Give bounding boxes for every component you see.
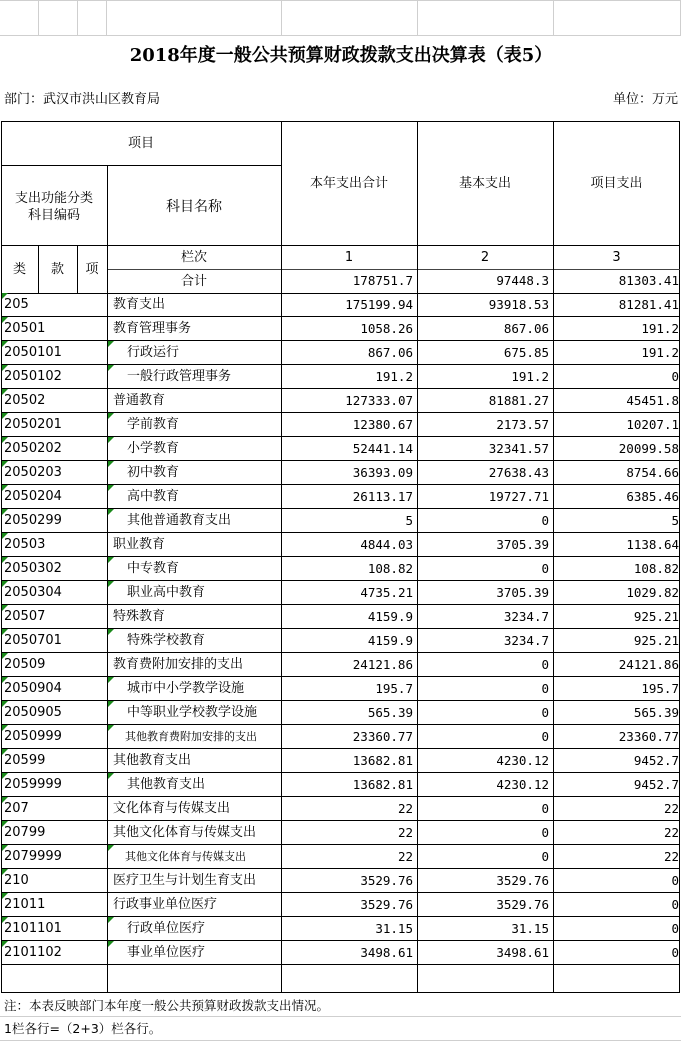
row-value-3: 22 <box>663 825 679 840</box>
row-code: 2050204 <box>4 489 62 504</box>
table-row <box>1 677 680 701</box>
row-value-1: 52441.14 <box>352 441 413 456</box>
row-value-2: 81881.27 <box>488 393 549 408</box>
row-value-3: 191.2 <box>641 321 679 336</box>
row-value-3: 108.82 <box>633 561 679 576</box>
cell-marker-icon <box>108 725 114 731</box>
cell-marker-icon <box>108 773 114 779</box>
row-value-2: 867.06 <box>503 321 549 336</box>
row-subject-name: 其他文化体育与传媒支出 <box>125 850 246 863</box>
row-subject-name: 高中教育 <box>127 489 180 504</box>
cell-marker-icon <box>2 533 8 539</box>
row-value-2: 27638.43 <box>488 465 549 480</box>
cell-marker-icon <box>2 365 8 371</box>
table-row <box>1 293 680 317</box>
row-value-2: 2173.57 <box>496 417 549 432</box>
row-value-2: 93918.53 <box>488 297 549 312</box>
row-value-2: 0 <box>541 801 549 816</box>
row-code: 20509 <box>4 657 46 672</box>
row-value-3: 9452.7 <box>633 777 679 792</box>
cell-marker-icon <box>2 749 8 755</box>
row-value-2: 3705.39 <box>496 585 549 600</box>
row-value-3: 1138.64 <box>626 537 679 552</box>
row-code: 207 <box>4 801 29 816</box>
cell-marker-icon <box>2 893 8 899</box>
header-basic-expenditure: 基本支出 <box>458 175 511 191</box>
row-value-2: 0 <box>541 729 549 744</box>
row-code: 20502 <box>4 393 46 408</box>
row-code: 2050202 <box>4 441 62 456</box>
row-code: 20799 <box>4 825 46 840</box>
row-value-1: 4159.9 <box>367 609 413 624</box>
row-code: 20507 <box>4 609 46 624</box>
row-value-3: 5 <box>671 513 679 528</box>
table-row <box>1 605 680 629</box>
cell-marker-icon <box>2 629 8 635</box>
row-value-1: 22 <box>397 825 413 840</box>
cell-marker-icon <box>2 509 8 515</box>
cell-marker-icon <box>2 773 8 779</box>
table-row <box>1 461 680 485</box>
row-value-2: 3529.76 <box>496 897 549 912</box>
row-value-1: 3529.76 <box>360 873 413 888</box>
department-label: 部门：武汉市洪山区教育局 <box>4 92 161 107</box>
row-value-1: 3498.61 <box>360 945 413 960</box>
row-subject-name: 学前教育 <box>127 417 180 432</box>
row-code: 2050999 <box>4 729 62 744</box>
row-value-2: 3705.39 <box>496 537 549 552</box>
table-row <box>1 533 680 557</box>
row-value-1: 1058.26 <box>360 321 413 336</box>
row-value-1: 195.7 <box>375 681 413 696</box>
row-subject-name: 教育管理事务 <box>113 321 192 336</box>
table-row <box>1 701 680 725</box>
row-value-3: 565.39 <box>633 705 679 720</box>
table-row <box>1 341 680 365</box>
row-value-3: 23360.77 <box>618 729 679 744</box>
cell-marker-icon <box>108 485 114 491</box>
row-code: 20501 <box>4 321 46 336</box>
total-value-3: 81303.41 <box>618 273 679 288</box>
row-code: 2050904 <box>4 681 62 696</box>
row-code: 20503 <box>4 537 46 552</box>
row-subject-name: 行政单位医疗 <box>127 921 206 936</box>
row-value-1: 36393.09 <box>352 465 413 480</box>
cell-marker-icon <box>108 413 114 419</box>
cell-marker-icon <box>2 869 8 875</box>
note-1: 注：本表反映部门本年度一般公共预算财政拨款支出情况。 <box>4 998 330 1013</box>
table-row <box>1 629 680 653</box>
table-row <box>1 413 680 437</box>
row-value-1: 12380.67 <box>352 417 413 432</box>
cell-marker-icon <box>2 701 8 707</box>
row-code: 20599 <box>4 753 46 768</box>
cell-marker-icon <box>108 341 114 347</box>
table-row <box>1 365 680 389</box>
cell-marker-icon <box>2 917 8 923</box>
row-value-1: 3529.76 <box>360 897 413 912</box>
table-row <box>1 917 680 941</box>
row-value-3: 45451.8 <box>626 393 679 408</box>
table-row <box>1 797 680 821</box>
row-subject-name: 行政运行 <box>127 345 180 360</box>
row-code: 2050302 <box>4 561 62 576</box>
row-value-2: 4230.12 <box>496 777 549 792</box>
cell-marker-icon <box>2 485 8 491</box>
row-code: 210 <box>4 873 29 888</box>
row-value-2: 675.85 <box>503 345 549 360</box>
row-value-1: 4159.9 <box>367 633 413 648</box>
cell-marker-icon <box>2 677 8 683</box>
row-value-2: 31.15 <box>511 921 549 936</box>
row-subject-name: 文化体育与传媒支出 <box>113 801 231 816</box>
row-code: 2079999 <box>4 849 62 864</box>
row-value-1: 565.39 <box>367 705 413 720</box>
row-subject-name: 医疗卫生与计划生育支出 <box>113 873 257 888</box>
table-row <box>1 725 680 749</box>
row-value-3: 925.21 <box>633 633 679 648</box>
row-code: 2050299 <box>4 513 62 528</box>
cell-marker-icon <box>2 437 8 443</box>
row-subject-name: 职业教育 <box>113 537 166 552</box>
row-value-1: 22 <box>397 849 413 864</box>
row-code: 2059999 <box>4 777 62 792</box>
row-value-3: 0 <box>671 369 679 384</box>
row-value-3: 8754.66 <box>626 465 679 480</box>
cell-marker-icon <box>2 605 8 611</box>
cell-marker-icon <box>2 389 8 395</box>
table-row <box>1 773 680 797</box>
row-subject-name: 教育费附加安排的支出 <box>113 657 244 672</box>
row-value-2: 0 <box>541 849 549 864</box>
row-code: 21011 <box>4 897 46 912</box>
row-value-3: 1029.82 <box>626 585 679 600</box>
row-value-2: 0 <box>541 705 549 720</box>
cell-marker-icon <box>108 437 114 443</box>
column-index-2: 2 <box>480 249 490 265</box>
row-subject-name: 城市中小学教学设施 <box>127 681 245 696</box>
row-code: 205 <box>4 297 29 312</box>
row-value-1: 867.06 <box>367 345 413 360</box>
row-value-3: 0 <box>671 921 679 936</box>
row-value-1: 175199.94 <box>345 297 413 312</box>
row-subject-name: 小学教育 <box>127 441 180 456</box>
row-subject-name: 其他教育支出 <box>113 753 192 768</box>
row-value-2: 0 <box>541 657 549 672</box>
table-row <box>1 317 680 341</box>
row-value-1: 26113.17 <box>352 489 413 504</box>
row-value-2: 4230.12 <box>496 753 549 768</box>
table-row <box>1 893 680 917</box>
row-value-3: 20099.58 <box>618 441 679 456</box>
table-row <box>1 821 680 845</box>
row-value-2: 0 <box>541 513 549 528</box>
cell-marker-icon <box>108 365 114 371</box>
row-value-3: 0 <box>671 897 679 912</box>
row-value-2: 3498.61 <box>496 945 549 960</box>
table-row <box>1 845 680 869</box>
header-function-code: 支出功能分类 科目编码 <box>14 191 93 223</box>
header-xiang: 项 <box>85 261 99 277</box>
row-subject-name: 一般行政管理事务 <box>127 369 232 384</box>
header-project-expenditure: 项目支出 <box>590 175 643 191</box>
row-code: 2050102 <box>4 369 62 384</box>
row-value-3: 24121.86 <box>618 657 679 672</box>
cell-marker-icon <box>2 461 8 467</box>
row-value-3: 81281.41 <box>618 297 679 312</box>
row-value-1: 31.15 <box>375 921 413 936</box>
row-value-3: 22 <box>663 849 679 864</box>
row-value-1: 22 <box>397 801 413 816</box>
header-subject-name: 科目名称 <box>166 198 222 215</box>
row-code: 2050905 <box>4 705 62 720</box>
cell-marker-icon <box>2 653 8 659</box>
row-value-3: 22 <box>663 801 679 816</box>
row-code: 2050201 <box>4 417 62 432</box>
row-value-1: 5 <box>405 513 413 528</box>
row-subject-name: 职业高中教育 <box>127 585 206 600</box>
table-row <box>1 485 680 509</box>
table-row <box>1 389 680 413</box>
row-subject-name: 事业单位医疗 <box>127 945 206 960</box>
row-value-2: 3529.76 <box>496 873 549 888</box>
cell-marker-icon <box>2 821 8 827</box>
row-value-2: 191.2 <box>511 369 549 384</box>
row-subject-name: 其他教育支出 <box>127 777 206 792</box>
table-row <box>1 941 680 965</box>
row-value-1: 13682.81 <box>352 777 413 792</box>
row-code: 2050101 <box>4 345 62 360</box>
row-value-3: 195.7 <box>641 681 679 696</box>
cell-marker-icon <box>108 677 114 683</box>
cell-marker-icon <box>108 629 114 635</box>
row-value-1: 13682.81 <box>352 753 413 768</box>
row-code: 2101101 <box>4 921 62 936</box>
row-subject-name: 初中教育 <box>127 465 180 480</box>
row-value-3: 0 <box>671 945 679 960</box>
total-value-1: 178751.7 <box>352 273 413 288</box>
row-value-2: 0 <box>541 825 549 840</box>
row-value-1: 191.2 <box>375 369 413 384</box>
row-subject-name: 特殊教育 <box>113 609 166 624</box>
table-row <box>1 509 680 533</box>
header-total-expenditure: 本年支出合计 <box>309 175 388 191</box>
row-value-1: 24121.86 <box>352 657 413 672</box>
row-value-1: 4844.03 <box>360 537 413 552</box>
cell-marker-icon <box>2 941 8 947</box>
cell-marker-icon <box>2 341 8 347</box>
column-index-label: 栏次 <box>180 249 207 265</box>
row-subject-name: 特殊学校教育 <box>127 633 206 648</box>
cell-marker-icon <box>108 917 114 923</box>
unit-label: 单位：万元 <box>612 92 678 107</box>
table-row <box>1 437 680 461</box>
cell-marker-icon <box>2 293 8 299</box>
row-subject-name: 其他普通教育支出 <box>127 513 232 528</box>
table-row <box>1 653 680 677</box>
cell-marker-icon <box>2 413 8 419</box>
cell-marker-icon <box>2 797 8 803</box>
row-value-3: 10207.1 <box>626 417 679 432</box>
row-code: 2101102 <box>4 945 62 960</box>
row-subject-name: 中专教育 <box>127 561 180 576</box>
column-index-3: 3 <box>612 249 621 265</box>
row-subject-name: 中等职业学校教学设施 <box>127 705 258 720</box>
row-subject-name: 普通教育 <box>113 393 166 408</box>
row-subject-name: 行政事业单位医疗 <box>113 897 218 912</box>
row-value-3: 6385.46 <box>626 489 679 504</box>
row-value-3: 925.21 <box>633 609 679 624</box>
cell-marker-icon <box>108 701 114 707</box>
cell-marker-icon <box>108 941 114 947</box>
cell-marker-icon <box>108 461 114 467</box>
row-value-1: 23360.77 <box>352 729 413 744</box>
row-value-1: 4735.21 <box>360 585 413 600</box>
table-row <box>1 581 680 605</box>
row-code: 2050304 <box>4 585 62 600</box>
table-row <box>1 557 680 581</box>
cell-marker-icon <box>2 725 8 731</box>
column-index-1: 1 <box>344 249 354 265</box>
cell-marker-icon <box>2 557 8 563</box>
cell-marker-icon <box>108 509 114 515</box>
table-row <box>1 749 680 773</box>
row-value-2: 3234.7 <box>503 633 549 648</box>
total-label: 合计 <box>180 273 207 289</box>
row-code: 2050701 <box>4 633 62 648</box>
header-lei: 类 <box>12 261 26 277</box>
row-value-2: 0 <box>541 681 549 696</box>
row-value-3: 191.2 <box>641 345 679 360</box>
cell-marker-icon <box>108 557 114 563</box>
row-value-2: 32341.57 <box>488 441 549 456</box>
row-value-2: 0 <box>541 561 549 576</box>
row-subject-name: 其他文化体育与传媒支出 <box>113 825 257 840</box>
row-value-1: 108.82 <box>367 561 413 576</box>
row-value-2: 19727.71 <box>488 489 549 504</box>
row-subject-name: 其他教育费附加安排的支出 <box>125 730 257 743</box>
empty-grid-strip <box>0 0 681 36</box>
note-2: 1栏各行=（2+3）栏各行。 <box>4 1021 162 1036</box>
cell-marker-icon <box>2 845 8 851</box>
row-value-3: 9452.7 <box>633 753 679 768</box>
row-value-1: 127333.07 <box>345 393 413 408</box>
total-row <box>1 269 680 293</box>
report-title: 2018年度一般公共预算财政拨款支出决算表（表5） <box>129 45 553 66</box>
row-subject-name: 教育支出 <box>113 297 166 312</box>
header-kuan: 款 <box>50 261 64 277</box>
row-value-3: 0 <box>671 873 679 888</box>
cell-marker-icon <box>2 581 8 587</box>
cell-marker-icon <box>108 581 114 587</box>
row-code: 2050203 <box>4 465 62 480</box>
cell-marker-icon <box>2 317 8 323</box>
header-item: 项目 <box>127 135 154 151</box>
cell-marker-icon <box>108 845 114 851</box>
row-divider <box>1 964 680 965</box>
table-row <box>1 869 680 893</box>
row-value-2: 3234.7 <box>503 609 549 624</box>
total-value-2: 97448.3 <box>496 273 549 288</box>
